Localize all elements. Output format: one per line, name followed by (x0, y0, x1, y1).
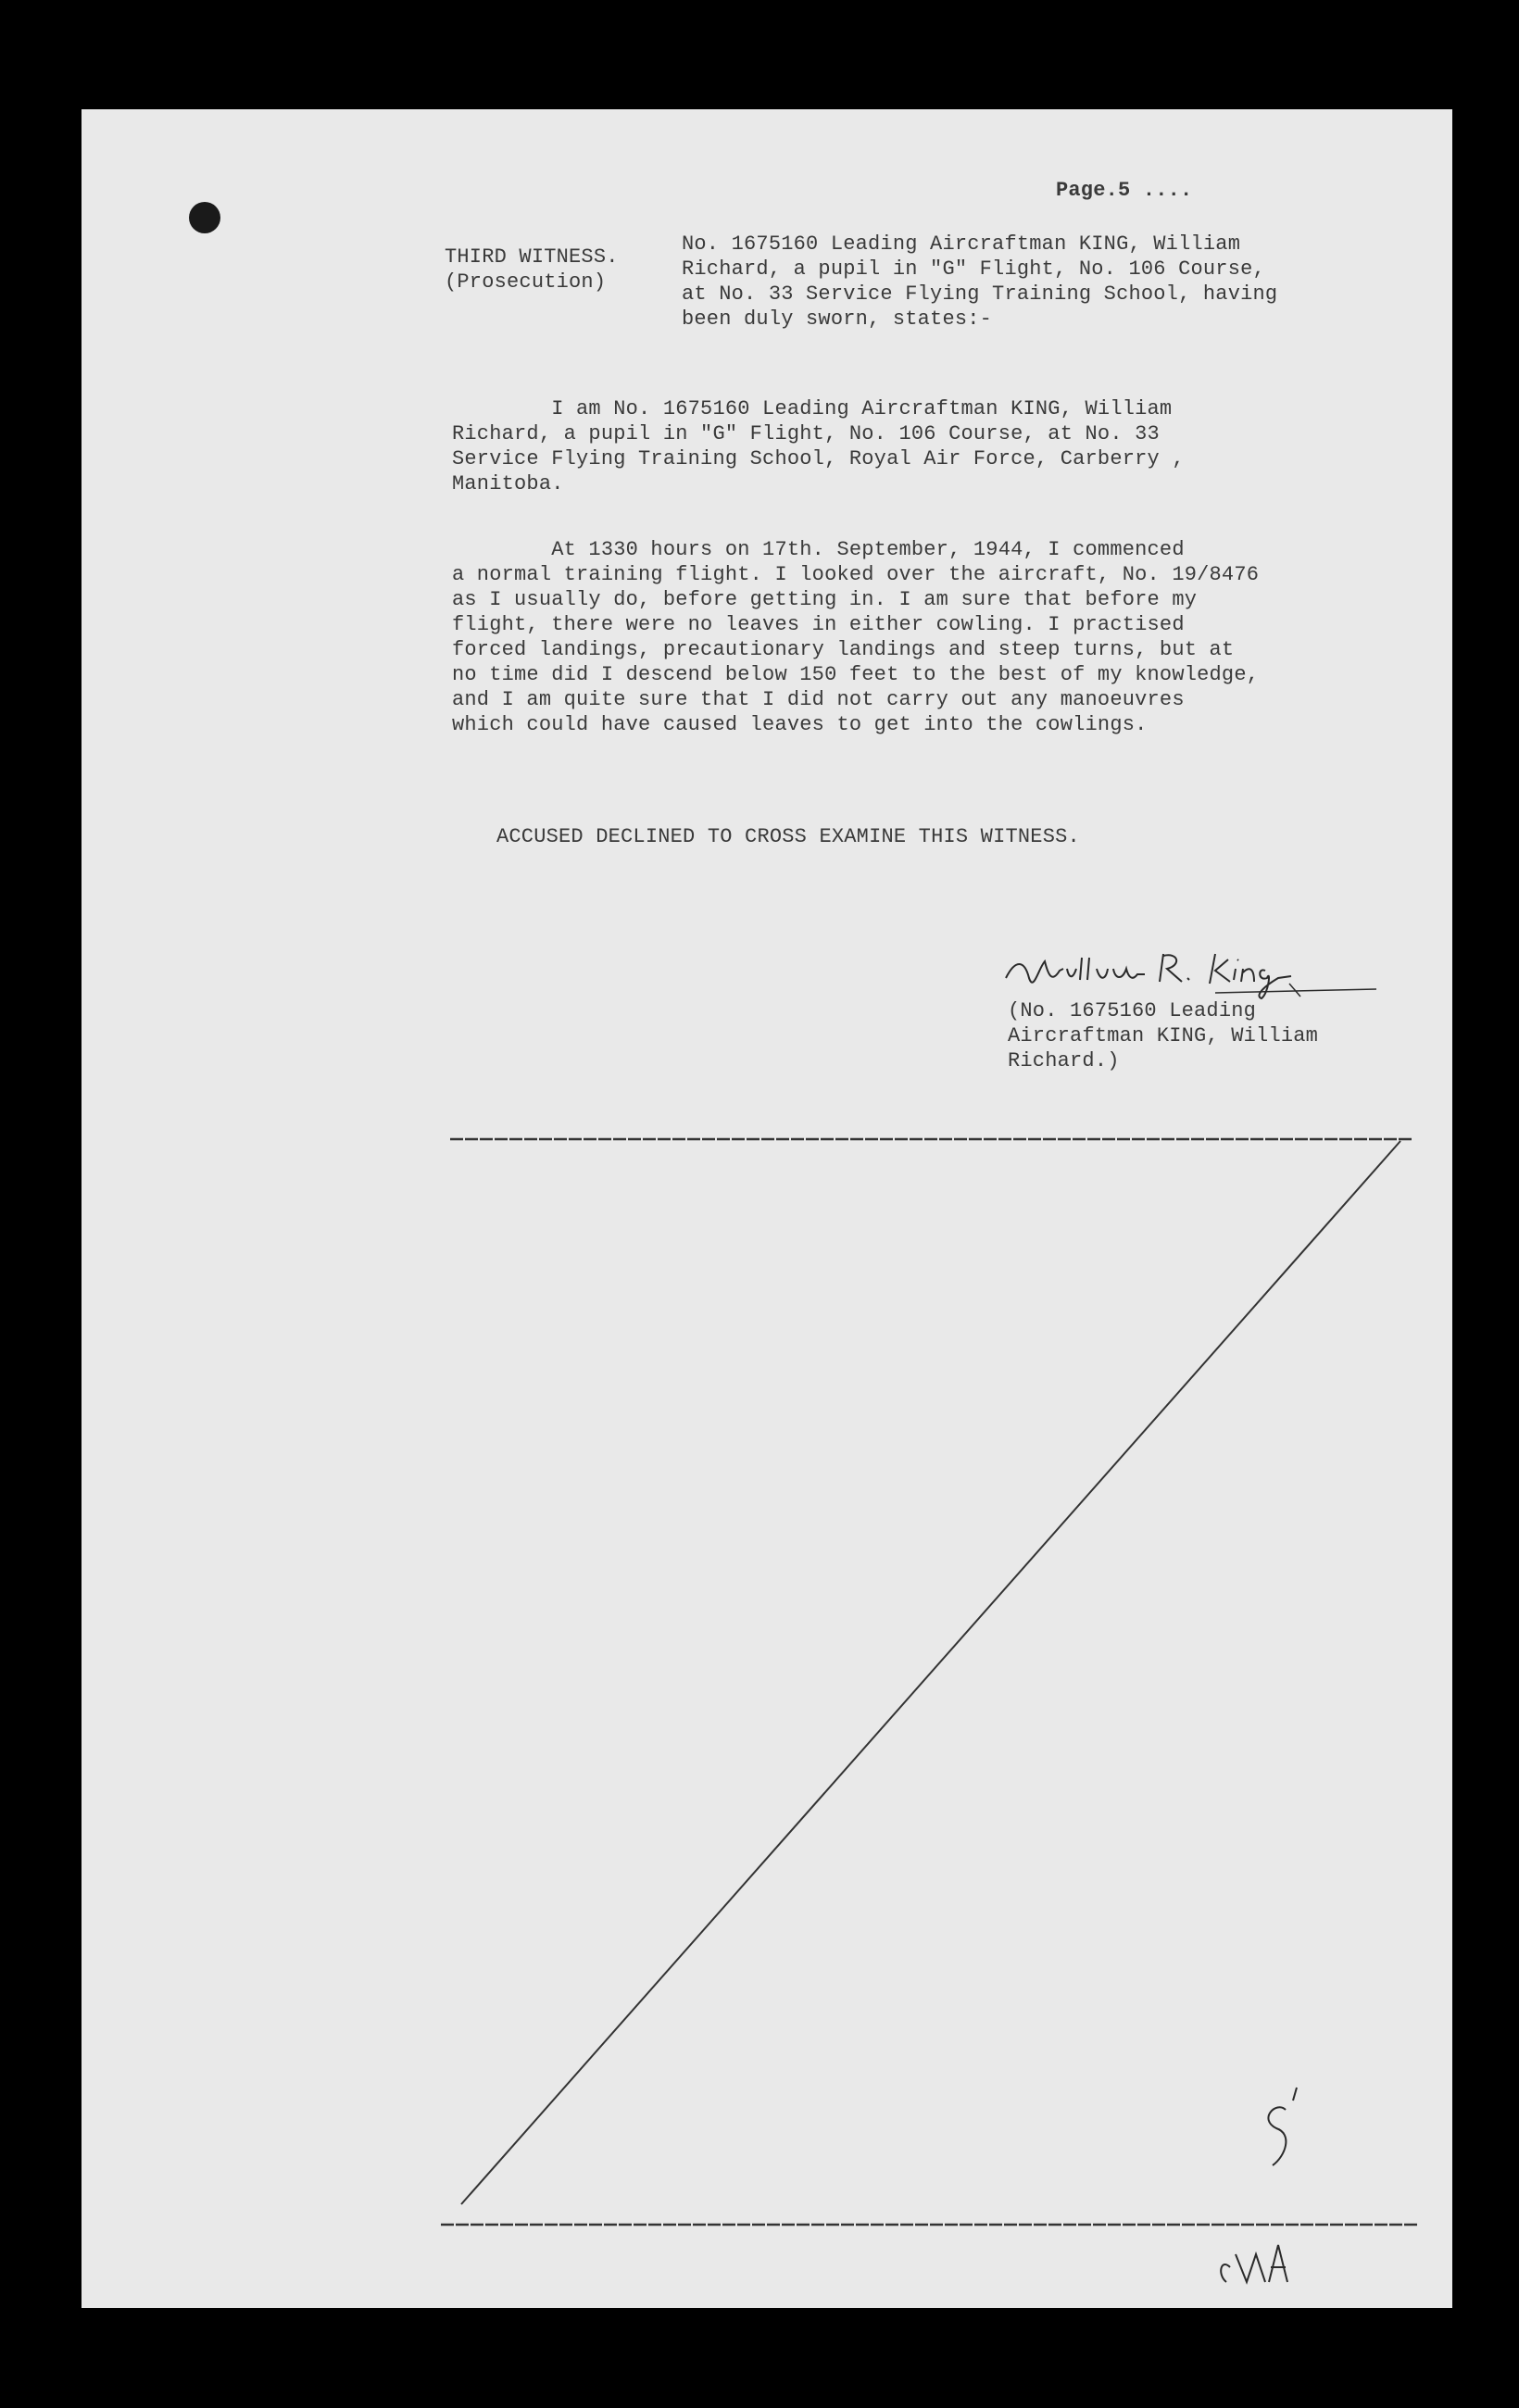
page-number: Page.5 .... (1056, 179, 1193, 202)
signature-caption: (No. 1675160 Leading Aircraftman KING, William Richard.) (1008, 999, 1319, 1072)
cancel-lines (82, 109, 1452, 2308)
bottom-initials-mark (1221, 2245, 1287, 2282)
witness-label: THIRD WITNESS. (Prosecution) (445, 245, 619, 294)
margin-initials-mark (1268, 2088, 1297, 2165)
accused-note: ACCUSED DECLINED TO CROSS EXAMINE THIS WITNESS. (496, 825, 1080, 848)
document-page (82, 109, 1452, 2308)
statement-paragraph-2: At 1330 hours on 17th. September, 1944, I commenced a normal training flight. I looked over the aircraft, No. 19/8476 as I usually do, before getting in. I am sure that before my flight, there were no leaves in either cowling. I practised forced landings, precautionary landings and steep turns, but at no time did I descend below 150 feet to the best of my knowledge, and I am quite sure that I did not carry out any manoeuvres which could have caused leaves to get into the cowlings. (452, 538, 1260, 736)
diagonal-cancel-line (461, 1141, 1400, 2204)
witness-intro: No. 1675160 Leading Aircraftman KING, William Richard, a pupil in "G" Flight, No. 106 Course, at No. 33 Service Flying Training School, having been duly sworn, states:- (682, 232, 1278, 331)
statement-paragraph-1: I am No. 1675160 Leading Aircraftman KING, William Richard, a pupil in "G" Flight, No. 106 Course, at No. 33 Service Flying Training School, Royal Air Force, Carberry , Manitoba. (452, 397, 1185, 495)
